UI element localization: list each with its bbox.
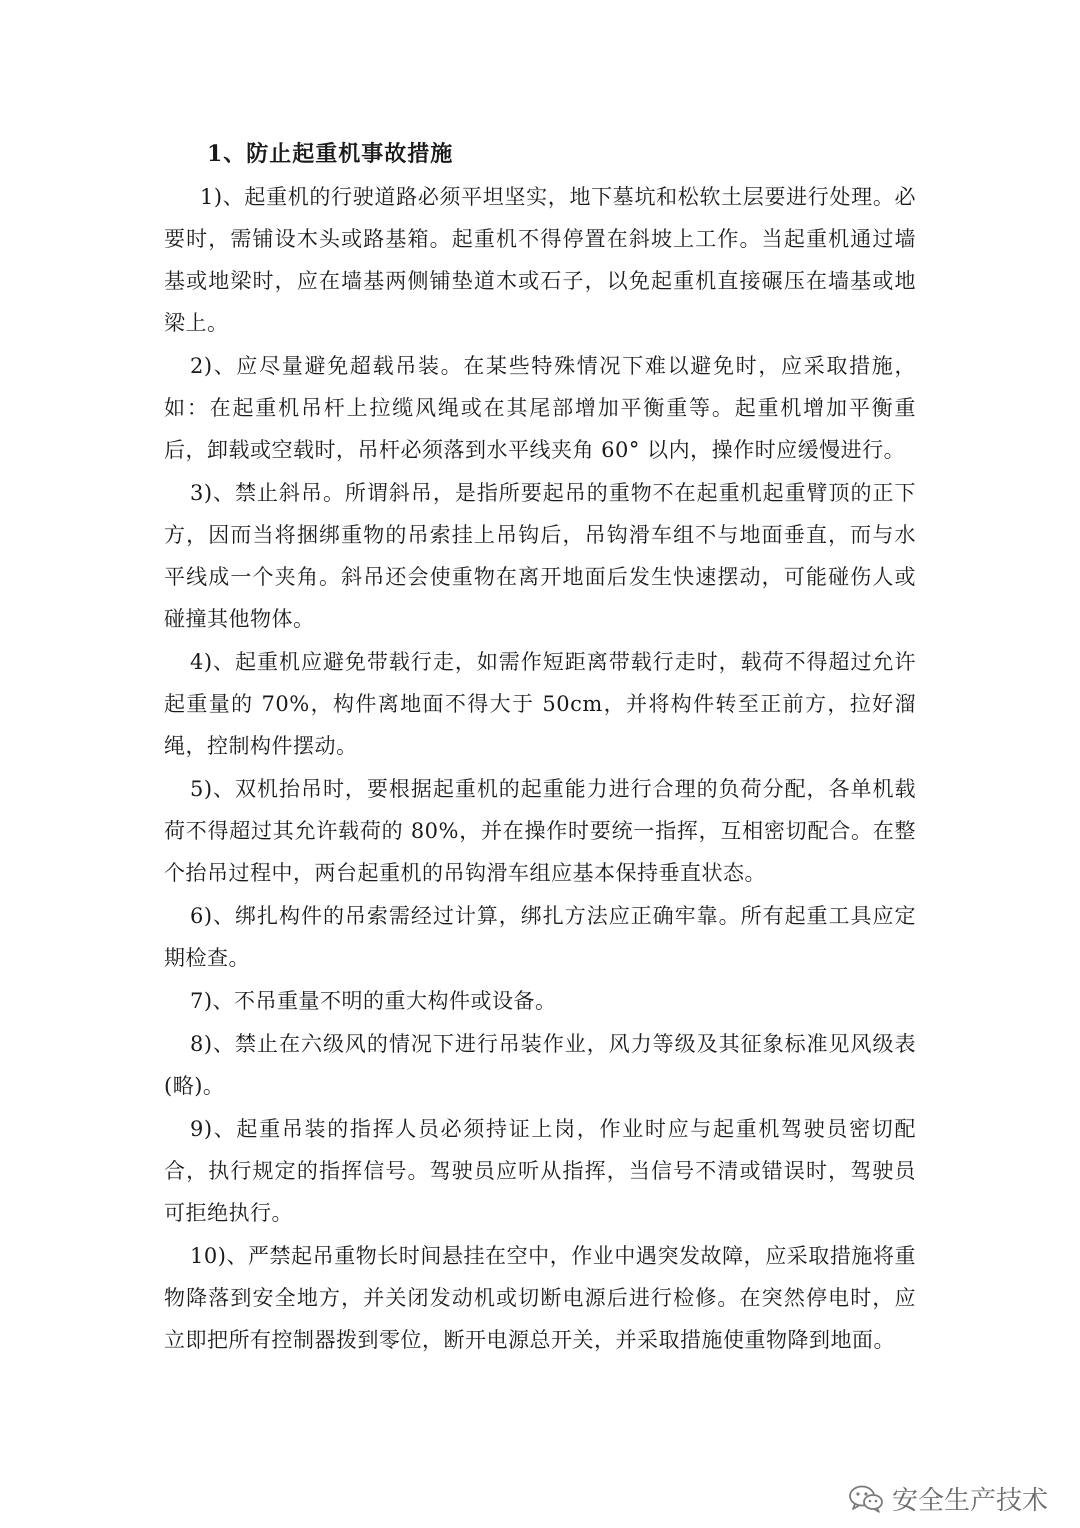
paragraph-3: 3)、禁止斜吊。所谓斜吊，是指所要起吊的重物不在起重机起重臂顶的正下方，因而当将捆绑重物的吊索挂上吊钩后，吊钩滑车组不与地面垂直，而与水平线成一个夹角。斜吊还会使重物在离开地面后发生快速摆动，可能碰伤人或碰撞其他物体。 [164,481,916,631]
body-text [164,176,916,1361]
paragraph-6: 6)、绑扎构件的吊索需经过计算，绑扎方法应正确牢靠。所有起重工具应定期检查。 [164,904,916,970]
paragraph-1: 1)、起重机的行驶道路必须平坦坚实，地下墓坑和松软土层要进行处理。必要时，需铺设木头或路基箱。起重机不得停置在斜坡上工作。当起重机通过墙基或地梁时，应在墙基两侧铺垫道木或石子，以免起重机直接碾压在墙基或地梁上。 [164,185,916,335]
paragraph-5: 5)、双机抬吊时，要根据起重机的起重能力进行合理的负荷分配，各单机载荷不得超过其允许载荷的 80%，并在操作时要统一指挥，互相密切配合。在整个抬吊过程中，两台起重机的吊钩滑车组应基本保持垂直状态。 [164,777,916,885]
paragraph-4: 4)、起重机应避免带载行走，如需作短距离带载行走时，载荷不得超过允许起重量的 70%，构件离地面不得大于 50cm，并将构件转至正前方，拉好溜绳，控制构件摆动。 [164,650,916,758]
wechat-icon [848,1484,884,1514]
section-heading: 1、防止起重机事故措施 [207,141,454,167]
watermark-text: 安全生产技术 [891,1486,1048,1516]
paragraph-7: 7)、不吊重量不明的重大构件或设备。 [190,989,557,1013]
paragraph-8: 8)、禁止在六级风的情况下进行吊装作业，风力等级及其征象标准见风级表(略)。 [164,1032,916,1098]
watermark [848,1480,1048,1517]
paragraph-2: 2)、应尽量避免超载吊装。在某些特殊情况下难以避免时，应采取措施，如：在起重机吊杆上拉缆风绳或在其尾部增加平衡重等。起重机增加平衡重后，卸载或空载时，吊杆必须落到水平线夹角 60° 以内，操作时应缓慢进行。 [164,354,916,462]
paragraph-10: 10)、严禁起吊重物长时间悬挂在空中，作业中遇突发故障，应采取措施将重物降落到安全地方，并关闭发动机或切断电源后进行检修。在突然停电时，应立即把所有控制器拨到零位，断开电源总开关，并采取措施使重物降到地面。 [164,1244,916,1352]
paragraph-9: 9)、起重吊装的指挥人员必须持证上岗，作业时应与起重机驾驶员密切配合，执行规定的指挥信号。驾驶员应听从指挥，当信号不清或错误时，驾驶员可拒绝执行。 [164,1117,916,1225]
